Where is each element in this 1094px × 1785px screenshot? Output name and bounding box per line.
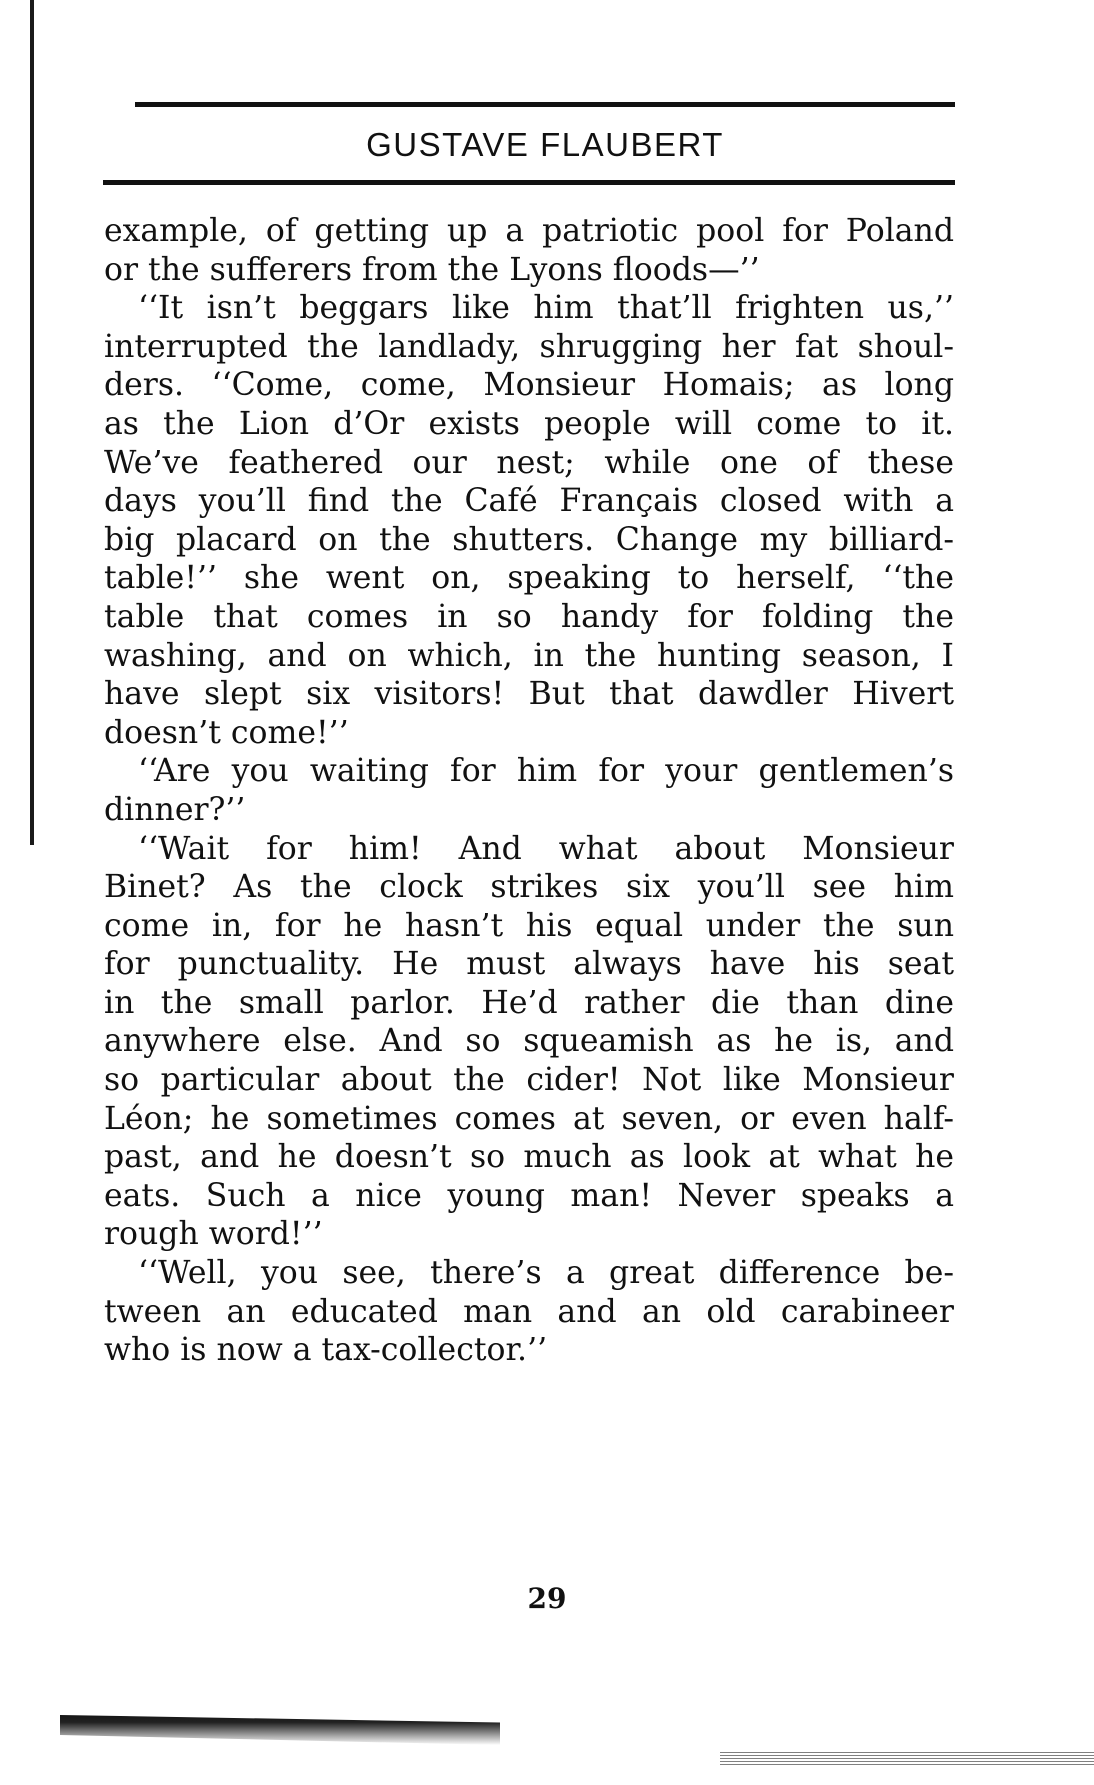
text-line: interrupted the landlady, shrugging her fat shoul-: [104, 328, 954, 365]
running-head-title: GUSTAVE FLAUBERT: [366, 126, 724, 163]
text-line: who is now a tax-collector.’’: [104, 1332, 548, 1369]
text-line: eats. Such a nice young man! Never speaks a: [104, 1177, 954, 1214]
text-line: table that comes in so handy for folding the: [104, 598, 954, 635]
text-line: table!’’ she went on, speaking to herself, ‘‘the: [104, 560, 954, 597]
page-number: 29: [527, 1582, 567, 1615]
text-line: tween an educated man and an old carabineer: [104, 1293, 954, 1330]
text-line: rough word!’’: [104, 1216, 323, 1253]
scan-edge-left: [30, 0, 34, 845]
paragraph: [104, 212, 954, 289]
text-line: big placard on the shutters. Change my billiard-: [104, 521, 954, 558]
text-line: as the Lion d’Or exists people will come to it.: [104, 405, 954, 442]
text-line: washing, and on which, in the hunting season, I: [104, 637, 954, 674]
text-line: dinner?’’: [104, 791, 246, 828]
text-line: example, of getting up a patriotic pool for Poland: [104, 213, 954, 249]
text-line: doesn’t come!’’: [104, 714, 349, 751]
paragraph: [104, 289, 954, 752]
text-line: ‘‘It isn’t beggars like him that’ll frighten us,’’: [138, 290, 954, 327]
text-line: days you’ll find the Café Français closed with a: [104, 483, 954, 520]
text-line: so particular about the cider! Not like Monsieur: [104, 1062, 954, 1099]
header-rule-bottom: [103, 180, 955, 185]
paragraph: [104, 830, 954, 1255]
text-line: Binet? As the clock strikes six you’ll see him: [104, 869, 954, 906]
text-line: for punctuality. He must always have his seat: [104, 946, 954, 983]
text-line: or the sufferers from the Lyons floods—’’: [104, 251, 760, 288]
text-line: Léon; he sometimes comes at seven, or even half-: [104, 1100, 954, 1137]
paragraph: [104, 752, 954, 829]
text-line: ‘‘Wait for him! And what about Monsieur: [138, 830, 954, 867]
text-line: come in, for he hasn’t his equal under the sun: [104, 907, 954, 944]
text-line: past, and he doesn’t so much as look at what he: [104, 1139, 954, 1176]
scan-mark-bottom-right: [720, 1752, 1094, 1766]
text-line: in the small parlor. He’d rather die than dine: [104, 984, 954, 1021]
page-body-text: [104, 212, 954, 1370]
text-line: ders. ‘‘Come, come, Monsieur Homais; as long: [104, 367, 954, 404]
text-line: ‘‘Are you waiting for him for your gentlemen’s: [138, 753, 954, 790]
text-line: We’ve feathered our nest; while one of these: [104, 444, 954, 481]
header-rule-top: [135, 102, 955, 107]
paragraph: [104, 1254, 954, 1370]
text-line: ‘‘Well, you see, there’s a great difference be-: [138, 1255, 954, 1292]
text-line: anywhere else. And so squeamish as he is, and: [104, 1023, 954, 1060]
text-line: have slept six visitors! But that dawdler Hivert: [104, 676, 954, 713]
scan-mark-bottom-left: [60, 1695, 500, 1745]
